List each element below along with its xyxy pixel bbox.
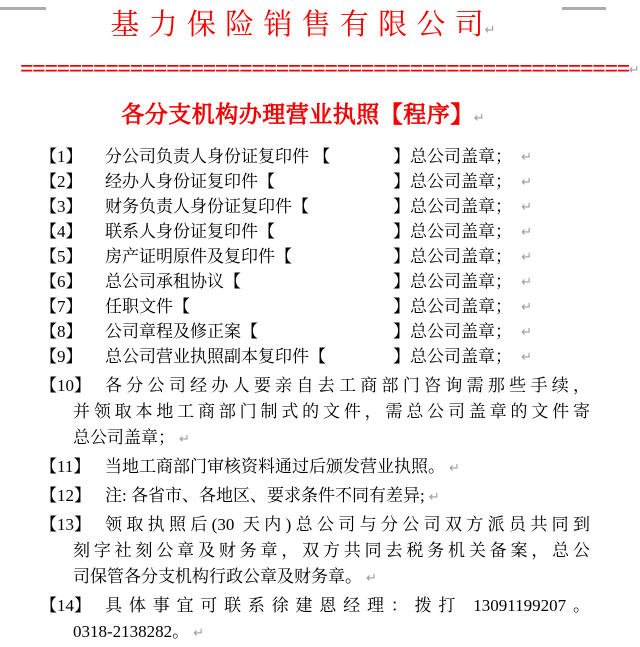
item-number: 【1】 [40, 147, 83, 166]
list-item [40, 593, 590, 647]
stamp-text: 】总公司盖章； [393, 197, 512, 216]
paragraph-mark-icon: ↵ [521, 225, 532, 240]
paragraph-mark-icon: ↵ [521, 300, 532, 315]
stamp-text: 】总公司盖章； [393, 222, 512, 241]
stamp-text: 】总公司盖章； [393, 322, 512, 341]
paragraph-mark-icon: ↵ [473, 111, 485, 126]
divider-equals: ================================================== [20, 56, 629, 82]
item-number: 【14】 [40, 596, 91, 615]
item-number: 【9】 [40, 347, 83, 366]
list-item [40, 373, 590, 453]
list-item [40, 244, 532, 269]
stamp-text: 】总公司盖章； [393, 272, 512, 291]
checklist [40, 144, 532, 369]
paragraph-mark-icon: ↵ [193, 626, 205, 641]
item-text: 领取执照后(30 天内)总公司与分公司双方派员共同到 [105, 515, 590, 534]
item-number: 【13】 [40, 515, 91, 534]
item-number: 【7】 [40, 297, 83, 316]
paragraph-mark-icon: ↵ [521, 275, 532, 290]
list-item [40, 344, 532, 369]
paragraph-mark-icon: ↵ [428, 490, 440, 505]
stamp-text: 】总公司盖章； [393, 147, 512, 166]
item-text: 房产证明原件及复印件【 [105, 247, 292, 266]
stamp-text: 】总公司盖章； [393, 247, 512, 266]
paragraph-list [40, 373, 590, 647]
list-item [40, 194, 532, 219]
item-number: 【10】 [40, 376, 91, 395]
list-item [40, 294, 532, 319]
divider-line [20, 56, 640, 82]
item-text: 注: 各省市、各地区、要求条件不同有差异; ↵ [105, 486, 440, 505]
list-item [40, 144, 532, 169]
paragraph-mark-icon: ↵ [628, 63, 640, 78]
item-number: 【5】 [40, 247, 83, 266]
paragraph-mark-icon: ↵ [484, 23, 496, 38]
company-title: 基 力 保 险 销 售 有 限 公 司 [110, 9, 485, 41]
item-number: 【12】 [40, 486, 91, 505]
paragraph-mark-icon: ↵ [366, 571, 377, 586]
list-item [40, 454, 590, 482]
item-text: 联系人身份证复印件【 [105, 222, 275, 241]
paragraph-mark-icon: ↵ [521, 200, 532, 215]
list-item [40, 219, 532, 244]
item-number: 【4】 [40, 222, 83, 241]
paragraph-mark-icon: ↵ [521, 150, 532, 165]
subtitle-row [0, 100, 606, 134]
list-item [40, 269, 532, 294]
item-text: 总公司承租协议【 [105, 272, 241, 291]
item-number: 【3】 [40, 197, 83, 216]
item-text: 任职文件【 [105, 297, 190, 316]
item-number: 【11】 [40, 457, 91, 476]
stamp-text: 】总公司盖章； [393, 172, 512, 191]
item-text: 经办人身份证复印件【 [105, 172, 275, 191]
list-item [40, 319, 532, 344]
page-title: 各分支机构办理营业执照【程序】 [121, 102, 474, 127]
item-text: 分公司负责人身份证复印件 【 [105, 147, 331, 166]
page-corner-mark-left [0, 7, 46, 10]
paragraph-mark-icon: ↵ [449, 461, 460, 476]
item-number: 【2】 [40, 172, 83, 191]
item-text: 司保管各分支机构行政公章及财务章。 ↵ [73, 567, 377, 586]
paragraph-mark-icon: ↵ [521, 175, 532, 190]
item-number: 【6】 [40, 272, 83, 291]
item-text: 0318-2138282。 ↵ [73, 622, 205, 641]
paragraph-mark-icon: ↵ [521, 350, 532, 365]
stamp-text: 】总公司盖章； [393, 297, 512, 316]
paragraph-mark-icon: ↵ [521, 250, 532, 265]
item-text: 总公司营业执照副本复印件【 [105, 347, 326, 366]
list-item [40, 512, 590, 592]
paragraph-mark-icon: ↵ [179, 432, 190, 447]
stamp-text: 】总公司盖章； [393, 347, 512, 366]
item-text: 公司章程及修正案【 [105, 322, 258, 341]
item-text: 各分公司经办人要亲自去工商部门咨询需那些手续， [105, 376, 590, 395]
item-text: 财务负责人身份证复印件【 [105, 197, 309, 216]
item-text: 具体事宜可联系徐建恩经理：拨打 13091199207。 [105, 596, 590, 615]
list-item [40, 169, 532, 194]
item-number: 【8】 [40, 322, 83, 341]
item-text: 并领取本地工商部门制式的文件，需总公司盖章的文件寄 [73, 402, 590, 421]
list-item [40, 483, 590, 511]
page-corner-mark-right [562, 7, 606, 10]
item-text: 总公司盖章； ↵ [73, 428, 190, 447]
item-text: 当地工商部门审核资料通过后颁发营业执照。 ↵ [105, 457, 460, 476]
document-header [0, 7, 606, 49]
paragraph-mark-icon: ↵ [521, 325, 532, 340]
item-text: 刻字社刻公章及财务章，双方共同去税务机关备案，总公 [73, 541, 590, 560]
